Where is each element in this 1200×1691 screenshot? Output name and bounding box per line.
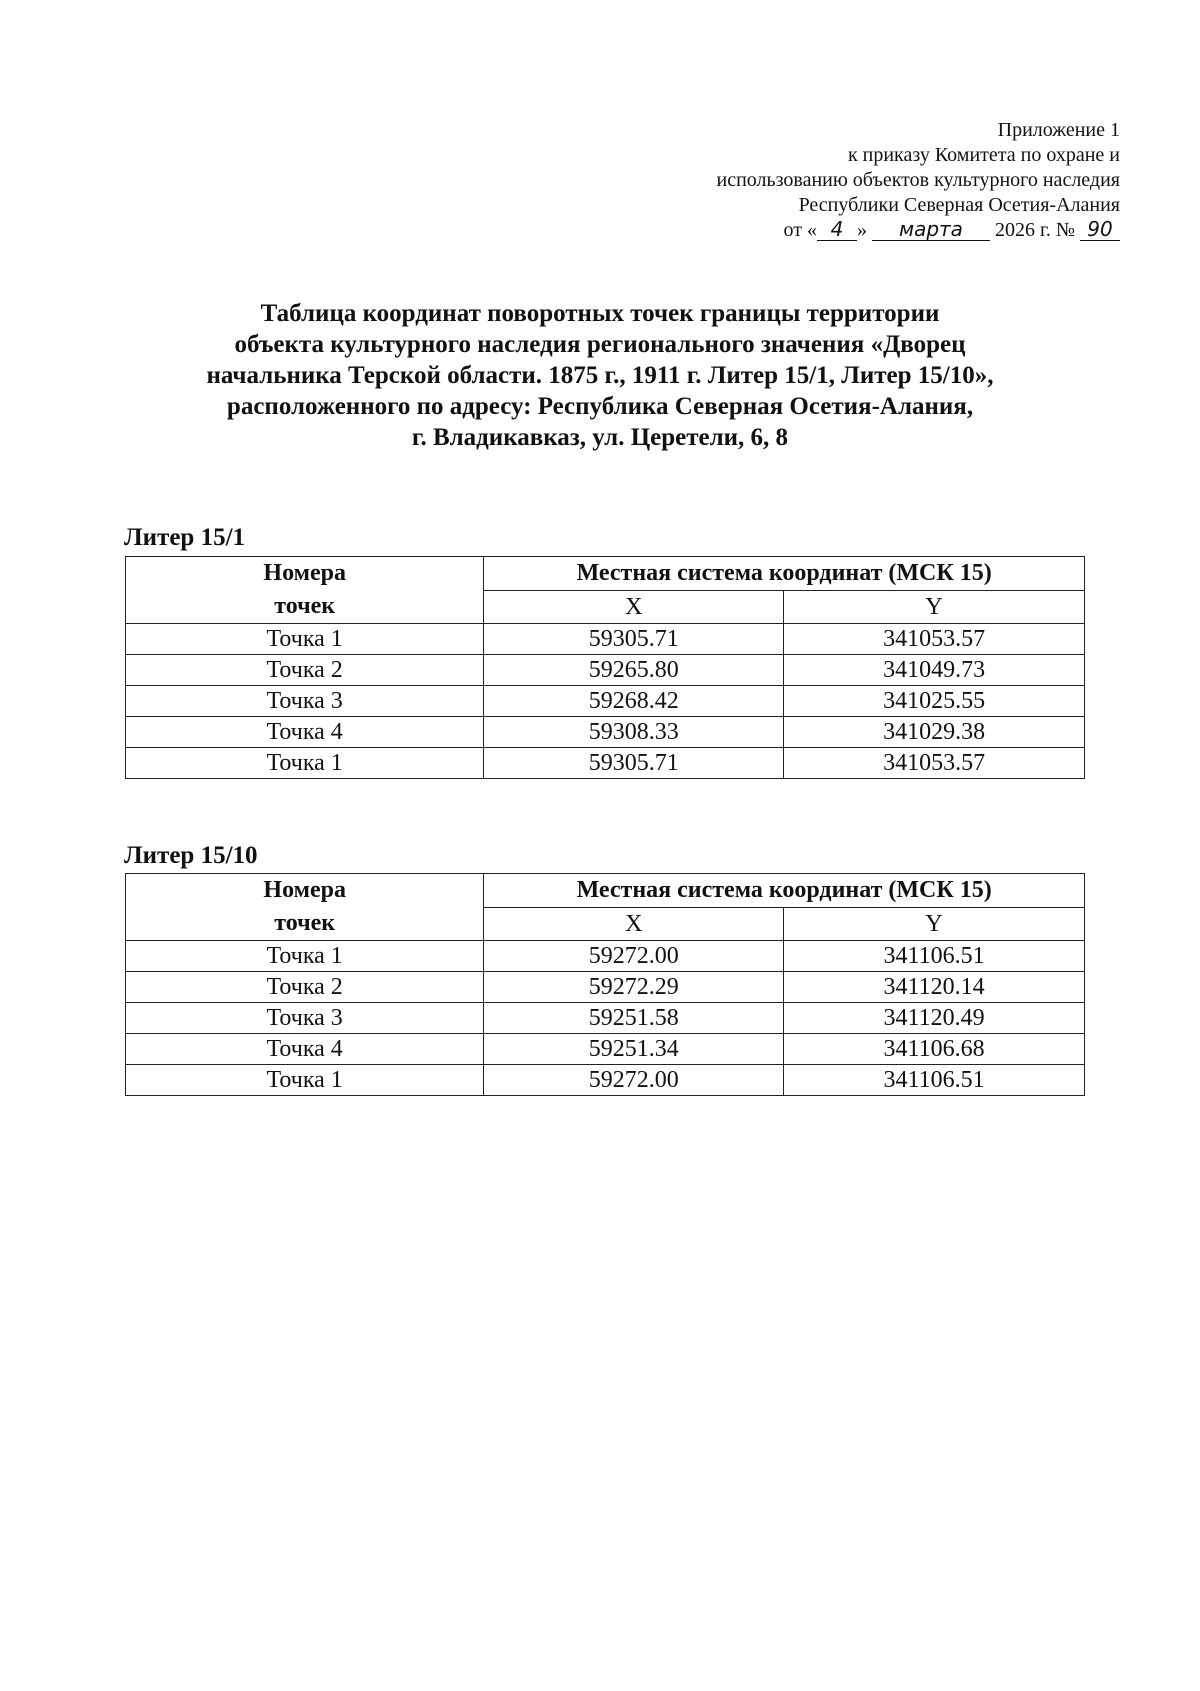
table-row xyxy=(126,655,1085,686)
point-name: Точка 1 xyxy=(126,748,484,779)
y-value: 341106.51 xyxy=(784,941,1085,972)
y-value: 341025.55 xyxy=(784,686,1085,717)
appendix-line: к приказу Комитета по охране и xyxy=(847,144,1120,166)
handwritten-order-number: 90 xyxy=(1080,218,1120,241)
date-mid: » xyxy=(856,219,867,241)
x-column-header: X xyxy=(484,590,784,624)
x-value: 59268.42 xyxy=(484,686,784,717)
x-column-header: X xyxy=(484,907,784,941)
table-row xyxy=(126,686,1085,717)
handwritten-day: 4 xyxy=(817,218,857,241)
table-row xyxy=(126,941,1085,972)
y-value: 341053.57 xyxy=(784,624,1085,655)
points-header-line: точек xyxy=(274,593,336,619)
point-name: Точка 4 xyxy=(126,717,484,748)
appendix-line: Приложение 1 xyxy=(997,119,1120,141)
x-value: 59251.58 xyxy=(484,1003,784,1034)
points-header-line: Номера xyxy=(263,560,346,586)
x-value: 59272.00 xyxy=(484,1065,784,1096)
date-year: 2026 г. № xyxy=(994,219,1075,241)
points-column-header xyxy=(126,557,484,624)
table-row xyxy=(126,1065,1085,1096)
y-column-header: Y xyxy=(784,907,1085,941)
x-value: 59305.71 xyxy=(484,624,784,655)
table-row xyxy=(126,624,1085,655)
point-name: Точка 1 xyxy=(126,1065,484,1096)
y-column-header: Y xyxy=(784,590,1085,624)
order-date-line xyxy=(717,218,1121,243)
appendix-header xyxy=(717,118,1121,243)
x-value: 59272.00 xyxy=(484,941,784,972)
coordinates-table-liter-15-1 xyxy=(125,556,1085,779)
point-name: Точка 3 xyxy=(126,1003,484,1034)
appendix-line: Республики Северная Осетия-Алания xyxy=(798,194,1120,216)
table-row xyxy=(126,748,1085,779)
x-value: 59265.80 xyxy=(484,655,784,686)
point-name: Точка 2 xyxy=(126,972,484,1003)
title-line: расположенного по адресу: Республика Северная Осетия-Алания, xyxy=(226,393,974,420)
point-name: Точка 4 xyxy=(126,1034,484,1065)
y-value: 341120.49 xyxy=(784,1003,1085,1034)
title-line: объекта культурного наследия регионального значения «Дворец xyxy=(234,331,966,358)
point-name: Точка 1 xyxy=(126,941,484,972)
coordinate-system-header: Местная система координат (МСК 15) xyxy=(484,557,1085,591)
points-header-line: Номера xyxy=(263,877,346,903)
x-value: 59308.33 xyxy=(484,717,784,748)
points-header-line: точек xyxy=(274,910,336,936)
point-name: Точка 2 xyxy=(126,655,484,686)
y-value: 341106.68 xyxy=(784,1034,1085,1065)
y-value: 341053.57 xyxy=(784,748,1085,779)
y-value: 341120.14 xyxy=(784,972,1085,1003)
section-label-liter-15-10: Литер 15/10 xyxy=(124,842,258,869)
title-line: начальника Терской области. 1875 г., 1911 г. Литер 15/1, Литер 15/10», xyxy=(206,362,994,389)
points-column-header xyxy=(126,874,484,941)
appendix-line: использованию объектов культурного наследия xyxy=(716,169,1120,191)
coordinates-table-liter-15-10 xyxy=(125,873,1085,1096)
x-value: 59272.29 xyxy=(484,972,784,1003)
coordinate-system-header: Местная система координат (МСК 15) xyxy=(484,874,1085,908)
y-value: 341049.73 xyxy=(784,655,1085,686)
section-label-liter-15-1: Литер 15/1 xyxy=(124,524,246,551)
title-line: г. Владикавказ, ул. Церетели, 6, 8 xyxy=(411,424,789,451)
point-name: Точка 3 xyxy=(126,686,484,717)
point-name: Точка 1 xyxy=(126,624,484,655)
x-value: 59251.34 xyxy=(484,1034,784,1065)
table-row xyxy=(126,972,1085,1003)
y-value: 341106.51 xyxy=(784,1065,1085,1096)
table-row xyxy=(126,717,1085,748)
x-value: 59305.71 xyxy=(484,748,784,779)
date-prefix: от « xyxy=(783,219,817,241)
handwritten-month: марта xyxy=(872,218,990,241)
document-title xyxy=(110,298,1090,453)
title-line: Таблица координат поворотных точек границы территории xyxy=(260,300,940,327)
y-value: 341029.38 xyxy=(784,717,1085,748)
table-row xyxy=(126,1003,1085,1034)
table-row xyxy=(126,1034,1085,1065)
